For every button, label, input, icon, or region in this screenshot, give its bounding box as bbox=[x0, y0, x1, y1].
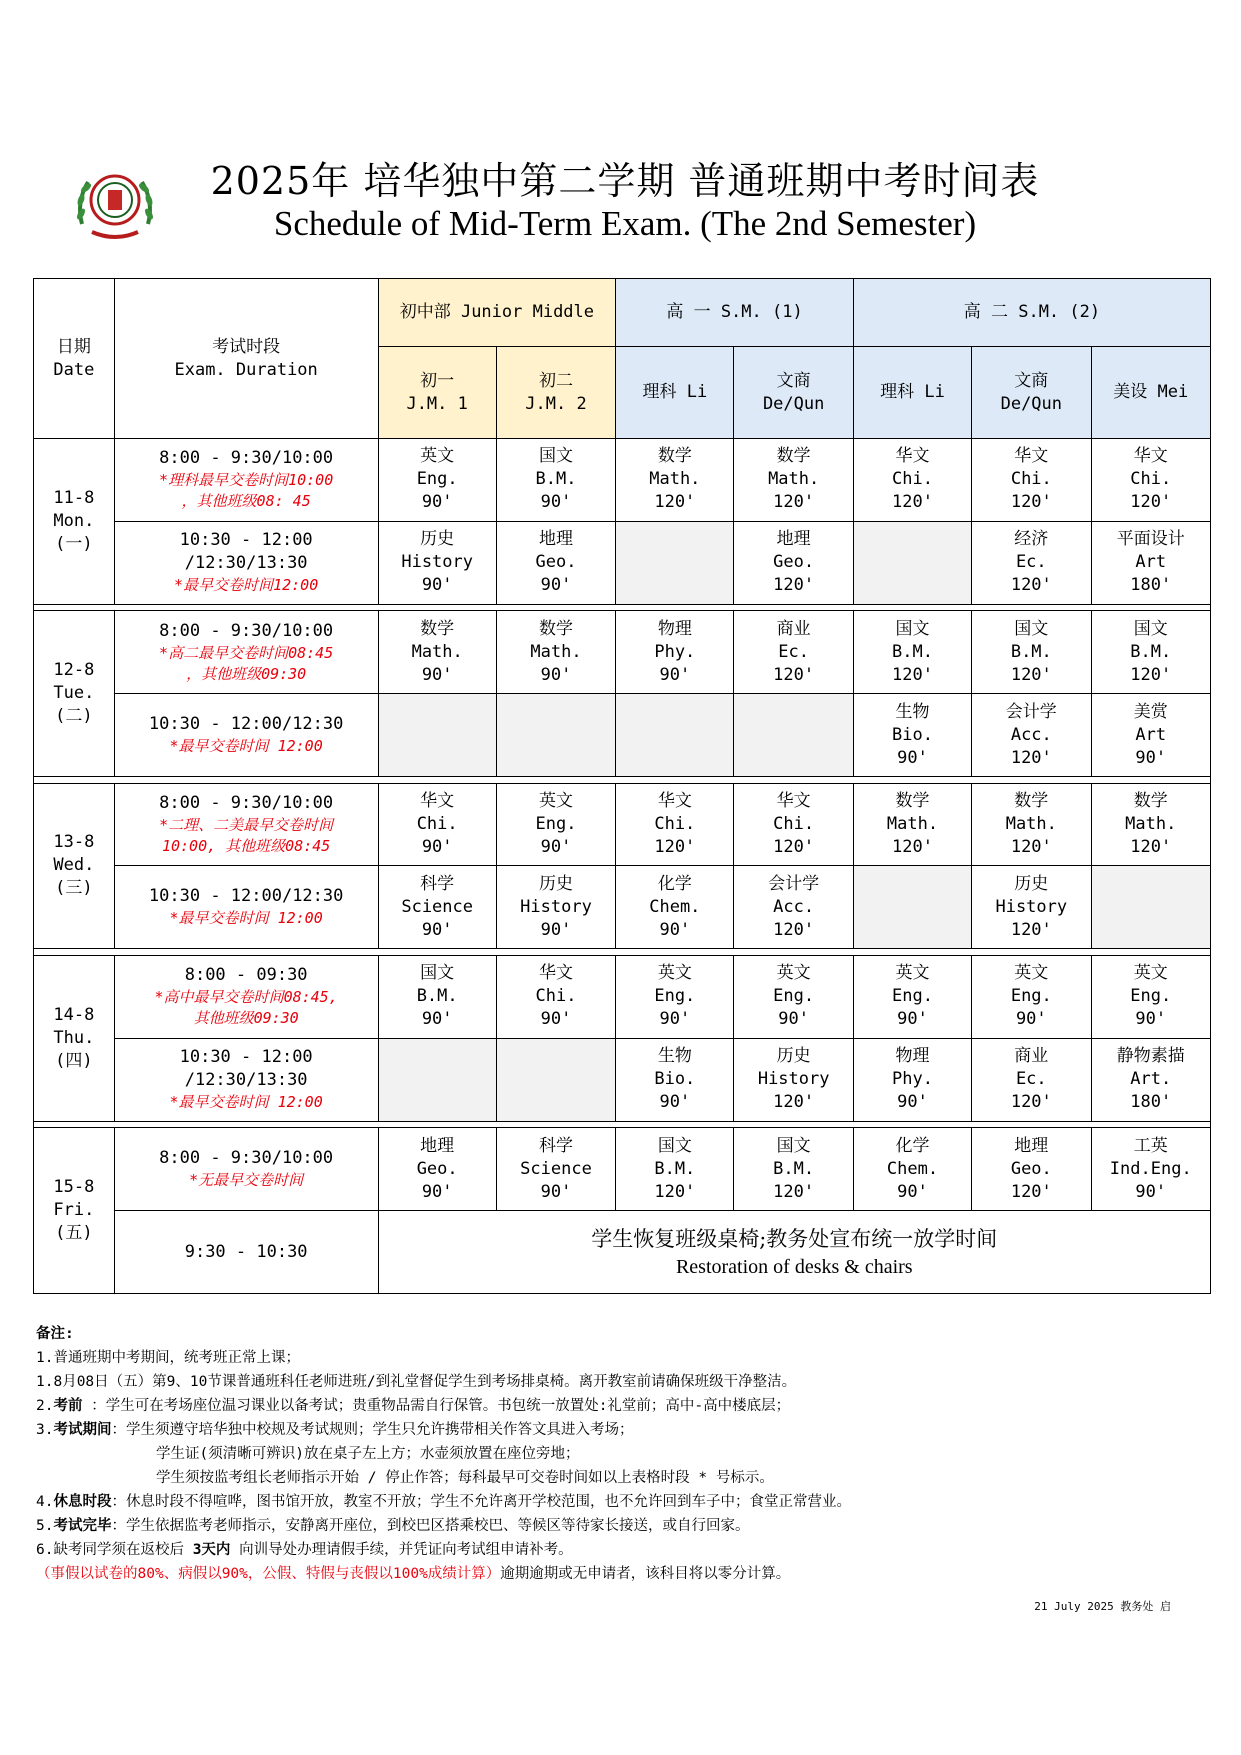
senior-2-header: 高 二 S.M. (2) bbox=[853, 279, 1210, 347]
subject-cell: 商业 Ec. 120' bbox=[734, 611, 853, 694]
subject-cell: 华文 Chi. 120' bbox=[972, 439, 1091, 522]
subject-cell: 英文 Eng. 90' bbox=[496, 783, 615, 866]
empty-cell bbox=[616, 521, 734, 604]
subject-cell: 历史 History 120' bbox=[972, 866, 1091, 949]
subject-cell: 历史 History 90' bbox=[378, 521, 496, 604]
subject-cell: 国文 B.M. 90' bbox=[378, 956, 496, 1039]
session-row bbox=[34, 866, 1211, 949]
subject-cell: 华文 Chi. 90' bbox=[378, 783, 496, 866]
subject-cell: 物理 Phy. 90' bbox=[853, 1038, 971, 1121]
subject-cell: 生物 Bio. 90' bbox=[853, 694, 971, 777]
empty-cell bbox=[853, 521, 971, 604]
junior-middle-header: 初中部 Junior Middle bbox=[378, 279, 616, 347]
session-row bbox=[34, 956, 1211, 1039]
note-6: 6.缺考同学须在返校后 3天内 向训导处办理请假手续，并凭证向考试组申请补考。 bbox=[36, 1542, 573, 1558]
time-cell: 10:30 - 12:00 /12:30/13:30 *最早交卷时间 12:00 bbox=[114, 1038, 378, 1121]
duration-header: 考试时段 Exam. Duration bbox=[114, 279, 378, 439]
jm2-header: 初二 J.M. 2 bbox=[496, 347, 615, 439]
subject-cell: 会计学 Acc. 120' bbox=[734, 866, 853, 949]
empty-cell bbox=[496, 1038, 615, 1121]
session-row bbox=[34, 1128, 1211, 1211]
notes-section bbox=[36, 1322, 1216, 1586]
session-row bbox=[34, 439, 1211, 522]
sm1-science-header: 理科 Li bbox=[616, 347, 734, 439]
subject-cell: 历史 History 120' bbox=[734, 1038, 853, 1121]
subject-cell: 会计学 Acc. 120' bbox=[972, 694, 1091, 777]
sm2-commerce-header: 文商 De/Qun bbox=[972, 347, 1091, 439]
subject-cell: 化学 Chem. 90' bbox=[853, 1128, 971, 1211]
subject-cell: 数学 Math. 120' bbox=[616, 439, 734, 522]
time-cell: 10:30 - 12:00 /12:30/13:30 *最早交卷时间12:00 bbox=[114, 521, 378, 604]
subject-cell: 数学 Math. 120' bbox=[1091, 783, 1211, 866]
subject-cell: 国文 B.M. 120' bbox=[1091, 611, 1211, 694]
subject-cell: 华文 Chi. 120' bbox=[1091, 439, 1211, 522]
subject-cell: 华文 Chi. 120' bbox=[734, 783, 853, 866]
subject-cell: 商业 Ec. 120' bbox=[972, 1038, 1091, 1121]
subject-cell: 历史 History 90' bbox=[496, 866, 615, 949]
subject-cell: 地理 Geo. 90' bbox=[378, 1128, 496, 1211]
date-cell: 14-8 Thu. (四) bbox=[34, 956, 115, 1122]
subject-cell: 平面设计 Art 180' bbox=[1091, 521, 1211, 604]
date-cell: 11-8 Mon. (一) bbox=[34, 439, 115, 605]
subject-cell: 地理 Geo. 90' bbox=[496, 521, 615, 604]
subject-cell: 科学 Science 90' bbox=[496, 1128, 615, 1211]
session-row bbox=[34, 1038, 1211, 1121]
senior-1-header: 高 一 S.M. (1) bbox=[616, 279, 854, 347]
subject-cell: 数学 Math. 120' bbox=[853, 783, 971, 866]
time-cell: 8:00 - 9:30/10:00 *二理、二美最早交卷时间 10:00, 其他班级08:45 bbox=[114, 783, 378, 866]
subject-cell: 国文 B.M. 90' bbox=[496, 439, 615, 522]
note-3-line-3: 学生须按监考组长老师指示开始 / 停止作答；每科最早可交卷时间如以上表格时段 * 号标示。 bbox=[156, 1470, 774, 1486]
subject-cell: 英文 Eng. 90' bbox=[378, 439, 496, 522]
restoration-cell: 学生恢复班级桌椅;教务处宣布统一放学时间 Restoration of desks & chairs bbox=[378, 1211, 1210, 1294]
page-title: 2025年 培华独中第二学期 普通班期中考时间表 bbox=[210, 159, 1040, 203]
restoration-time: 9:30 - 10:30 bbox=[114, 1211, 378, 1294]
time-cell: 8:00 - 9:30/10:00 *无最早交卷时间 bbox=[114, 1128, 378, 1211]
day-separator bbox=[34, 776, 1211, 783]
note-3: 3.考试期间：学生须遵守培华独中校规及考试规则；学生只允许携带相关作答文具进入考场； bbox=[36, 1422, 634, 1438]
session-row bbox=[34, 521, 1211, 604]
exam-schedule-table bbox=[33, 278, 1211, 1294]
date-header: 日期 Date bbox=[34, 279, 115, 439]
note-5: 5.考试完毕：学生依据监考老师指示，安静离开座位，到校巴区搭乘校巴、等候区等待家长接送，或自行回家。 bbox=[36, 1518, 750, 1534]
subject-cell: 英文 Eng. 90' bbox=[853, 956, 971, 1039]
session-row bbox=[34, 694, 1211, 777]
day-separator bbox=[34, 604, 1211, 611]
subject-cell: 经济 Ec. 120' bbox=[972, 521, 1091, 604]
subject-cell: 物理 Phy. 90' bbox=[616, 611, 734, 694]
empty-cell bbox=[734, 694, 853, 777]
notes-heading: 备注: bbox=[36, 1326, 74, 1342]
empty-cell bbox=[616, 694, 734, 777]
sm1-commerce-header: 文商 De/Qun bbox=[734, 347, 853, 439]
subject-cell: 英文 Eng. 90' bbox=[616, 956, 734, 1039]
subject-cell: 英文 Eng. 90' bbox=[972, 956, 1091, 1039]
subject-cell: 地理 Geo. 120' bbox=[734, 521, 853, 604]
time-cell: 8:00 - 09:30 *高中最早交卷时间08:45, 其他班级09:30 bbox=[114, 956, 378, 1039]
note-7: （事假以试卷的80%、病假以90%，公假、特假与丧假以100%成绩计算）逾期逾期或无申请者，该科目将以零分计算。 bbox=[36, 1566, 791, 1582]
school-crest-icon bbox=[72, 162, 158, 248]
day-separator bbox=[34, 949, 1211, 956]
note-1b: 1.8月08日（五）第9、10节课普通班科任老师进班/到礼堂督促学生到考场排桌椅。离开教室前请确保班级干净整洁。 bbox=[36, 1374, 797, 1390]
subject-cell: 美赏 Art 90' bbox=[1091, 694, 1211, 777]
footer-signature: 21 July 2025 教务处 启 bbox=[1034, 1600, 1171, 1613]
subject-cell: 数学 Math. 120' bbox=[734, 439, 853, 522]
sm2-science-header: 理科 Li bbox=[853, 347, 971, 439]
subject-cell: 英文 Eng. 90' bbox=[1091, 956, 1211, 1039]
time-cell: 10:30 - 12:00/12:30 *最早交卷时间 12:00 bbox=[114, 694, 378, 777]
time-cell: 10:30 - 12:00/12:30 *最早交卷时间 12:00 bbox=[114, 866, 378, 949]
subject-cell: 数学 Math. 90' bbox=[378, 611, 496, 694]
jm1-header: 初一 J.M. 1 bbox=[378, 347, 496, 439]
subject-cell: 国文 B.M. 120' bbox=[734, 1128, 853, 1211]
subject-cell: 科学 Science 90' bbox=[378, 866, 496, 949]
subject-cell: 国文 B.M. 120' bbox=[972, 611, 1091, 694]
subject-cell: 华文 Chi. 90' bbox=[496, 956, 615, 1039]
subject-cell: 华文 Chi. 120' bbox=[853, 439, 971, 522]
date-cell: 13-8 Wed. (三) bbox=[34, 783, 115, 949]
subject-cell: 地理 Geo. 120' bbox=[972, 1128, 1091, 1211]
subject-cell: 工英 Ind.Eng. 90' bbox=[1091, 1128, 1211, 1211]
subject-cell: 生物 Bio. 90' bbox=[616, 1038, 734, 1121]
note-2: 2.考前 ：学生可在考场座位温习课业以备考试；贵重物品需自行保管。书包统一放置处:礼堂前；高中-高中楼底层； bbox=[36, 1398, 791, 1414]
subject-cell: 英文 Eng. 90' bbox=[734, 956, 853, 1039]
time-cell: 8:00 - 9:30/10:00 *理科最早交卷时间10:00 ，其他班级08: 45 bbox=[114, 439, 378, 522]
empty-cell bbox=[378, 694, 496, 777]
note-4: 4.休息时段：休息时段不得喧哗，图书馆开放，教室不开放；学生不允许离开学校范围，也不允许回到车子中；食堂正常营业。 bbox=[36, 1494, 851, 1510]
subject-cell: 化学 Chem. 90' bbox=[616, 866, 734, 949]
day-separator bbox=[34, 1121, 1211, 1128]
note-1: 1.普通班期中考期间，统考班正常上课； bbox=[36, 1350, 300, 1366]
page-subtitle: Schedule of Mid-Term Exam. (The 2nd Semester) bbox=[273, 204, 977, 243]
subject-cell: 国文 B.M. 120' bbox=[853, 611, 971, 694]
empty-cell bbox=[1091, 866, 1211, 949]
time-cell: 8:00 - 9:30/10:00 *高二最早交卷时间08:45 ，其他班级09:30 bbox=[114, 611, 378, 694]
restoration-row bbox=[34, 1211, 1211, 1294]
sm2-art-header: 美设 Mei bbox=[1091, 347, 1211, 439]
empty-cell bbox=[853, 866, 971, 949]
session-row bbox=[34, 611, 1211, 694]
subject-cell: 数学 Math. 120' bbox=[972, 783, 1091, 866]
empty-cell bbox=[378, 1038, 496, 1121]
date-cell: 15-8 Fri. (五) bbox=[34, 1128, 115, 1294]
note-3-line-2: 学生证(须清晰可辨识)放在桌子左上方；水壶须放置在座位旁地； bbox=[156, 1446, 580, 1462]
session-row bbox=[34, 783, 1211, 866]
date-cell: 12-8 Tue. (二) bbox=[34, 611, 115, 777]
subject-cell: 国文 B.M. 120' bbox=[616, 1128, 734, 1211]
subject-cell: 静物素描 Art. 180' bbox=[1091, 1038, 1211, 1121]
subject-cell: 数学 Math. 90' bbox=[496, 611, 615, 694]
subject-cell: 华文 Chi. 120' bbox=[616, 783, 734, 866]
empty-cell bbox=[496, 694, 615, 777]
